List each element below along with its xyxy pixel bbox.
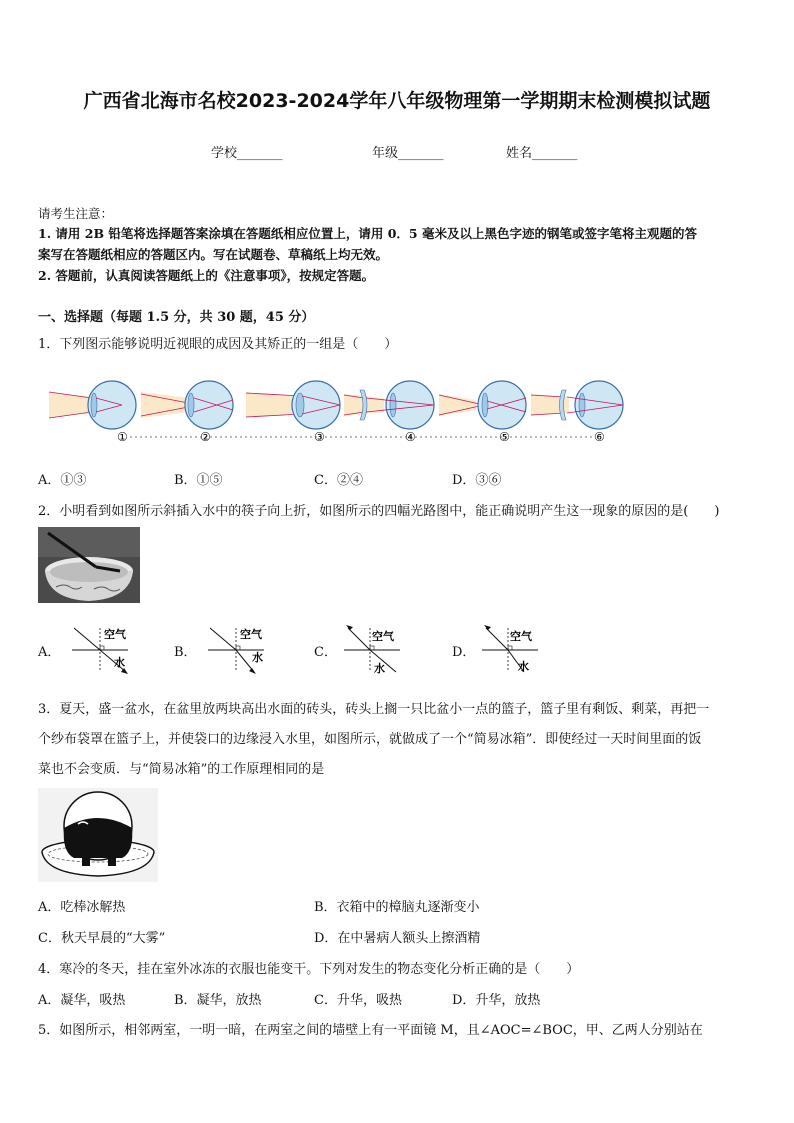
q3-line3: 菜也不会变质．与“简易冰箱”的工作原理相同的是 xyxy=(38,762,325,777)
q1-label-4: ④ xyxy=(405,430,416,444)
q2-diagram-b xyxy=(202,624,278,676)
q4-option-b: B．凝华，放热 xyxy=(174,993,262,1008)
q4-option-c: C．升华，吸热 xyxy=(314,993,402,1008)
q1-stem: 1．下列图示能够说明近视眼的成因及其矫正的一组是（ ） xyxy=(38,337,398,352)
water-label: 水 xyxy=(114,656,125,669)
grade-field: 年级_______ xyxy=(372,146,444,161)
school-field: 学校_______ xyxy=(211,146,283,161)
q1-eye-diagrams xyxy=(44,368,634,450)
notice-heading: 请考生注意： xyxy=(38,206,114,221)
q3-line1: 3．夏天，盛一盆水，在盆里放两块高出水面的砖头，砖头上搁一只比盆小一点的篮子，篮子里有剩饭、剩菜，再把一 xyxy=(38,702,710,717)
notice-item1-line1: 1. 请用 2B 铅笔将选择题答案涂填在答题纸相应位置上，请用 0．5 毫米及以上黑色字迹的钢笔或签字笔将主观题的答 xyxy=(38,226,697,241)
section-heading: 一、选择题（每题 1.5 分，共 30 题，45 分） xyxy=(38,310,315,325)
q1-label-2: ② xyxy=(200,430,211,444)
q3-option-d: D．在中暑病人额头上擦酒精 xyxy=(314,931,481,946)
q2-option-a: A． xyxy=(38,645,61,660)
q2-stem: 2．小明看到如图所示斜插入水中的筷子向上折，如图所示的四幅光路图中，能正确说明产生这一现象的原因的是( ) xyxy=(38,504,720,519)
q5-stem: 5．如图所示，相邻两室，一明一暗，在两室之间的墙壁上有一平面镜 M，且∠AOC=∠BOC，甲、乙两人分别站在 xyxy=(38,1023,703,1038)
eye-diagram-1 xyxy=(49,381,136,429)
q3-line2: 个纱布袋罩在篮子上，并使袋口的边缘浸入水里，如图所示，就做成了一个“简易冰箱”．即使经过一天时间里面的饭 xyxy=(38,732,702,747)
name-field: 姓名_______ xyxy=(506,146,578,161)
q1-option-c: C．②④ xyxy=(314,473,363,488)
q4-stem: 4．寒冷的冬天，挂在室外冰冻的衣服也能变干。下列对发生的物态变化分析正确的是（ ） xyxy=(38,962,580,977)
q3-option-c: C．秋天早晨的“大雾” xyxy=(38,931,166,946)
q1-label-6: ⑥ xyxy=(594,430,605,444)
notice-item1-line2: 案写在答题纸相应的答题区内。写在试题卷、草稿纸上均无效。 xyxy=(38,247,389,262)
q2-diagram-c xyxy=(338,624,414,676)
eye-diagram-2 xyxy=(141,381,233,429)
air-label: 空气 xyxy=(510,630,532,643)
q3-option-b: B．衣箱中的樟脑丸逐渐变小 xyxy=(314,900,480,915)
q4-option-a: A．凝华，吸热 xyxy=(38,993,126,1008)
q1-label-5: ⑤ xyxy=(499,430,510,444)
air-label: 空气 xyxy=(104,628,126,641)
eye-diagram-4 xyxy=(344,381,434,429)
q2-option-d: D． xyxy=(452,645,476,660)
water-label: 水 xyxy=(374,662,385,675)
q1-label-1: ① xyxy=(117,430,128,444)
q2-diagram-d xyxy=(476,624,552,676)
q2-option-c: C． xyxy=(314,645,337,660)
simple-fridge-illustration xyxy=(38,788,158,882)
q4-option-d: D．升华，放热 xyxy=(452,993,541,1008)
q1-option-d: D．③⑥ xyxy=(452,473,502,488)
page-title: 广西省北海市名校2023-2024学年八年级物理第一学期期末检测模拟试题 xyxy=(83,90,711,112)
chopstick-bowl-photo xyxy=(38,527,140,603)
eye-diagram-6 xyxy=(531,381,623,429)
q2-diagram-a xyxy=(66,624,142,676)
air-label: 空气 xyxy=(372,630,394,643)
water-label: 水 xyxy=(518,660,529,673)
water-label: 水 xyxy=(252,651,263,664)
q2-option-b: B． xyxy=(174,645,197,660)
q1-label-3: ③ xyxy=(314,430,325,444)
eye-diagram-3 xyxy=(246,381,340,429)
notice-item2: 2. 答题前，认真阅读答题纸上的《注意事项》，按规定答题。 xyxy=(38,268,375,283)
eye-diagram-5 xyxy=(439,381,526,429)
q1-option-a: A．①③ xyxy=(38,473,87,488)
air-label: 空气 xyxy=(240,628,262,641)
q3-option-a: A．吃棒冰解热 xyxy=(38,900,126,915)
q1-option-b: B．①⑤ xyxy=(174,473,223,488)
